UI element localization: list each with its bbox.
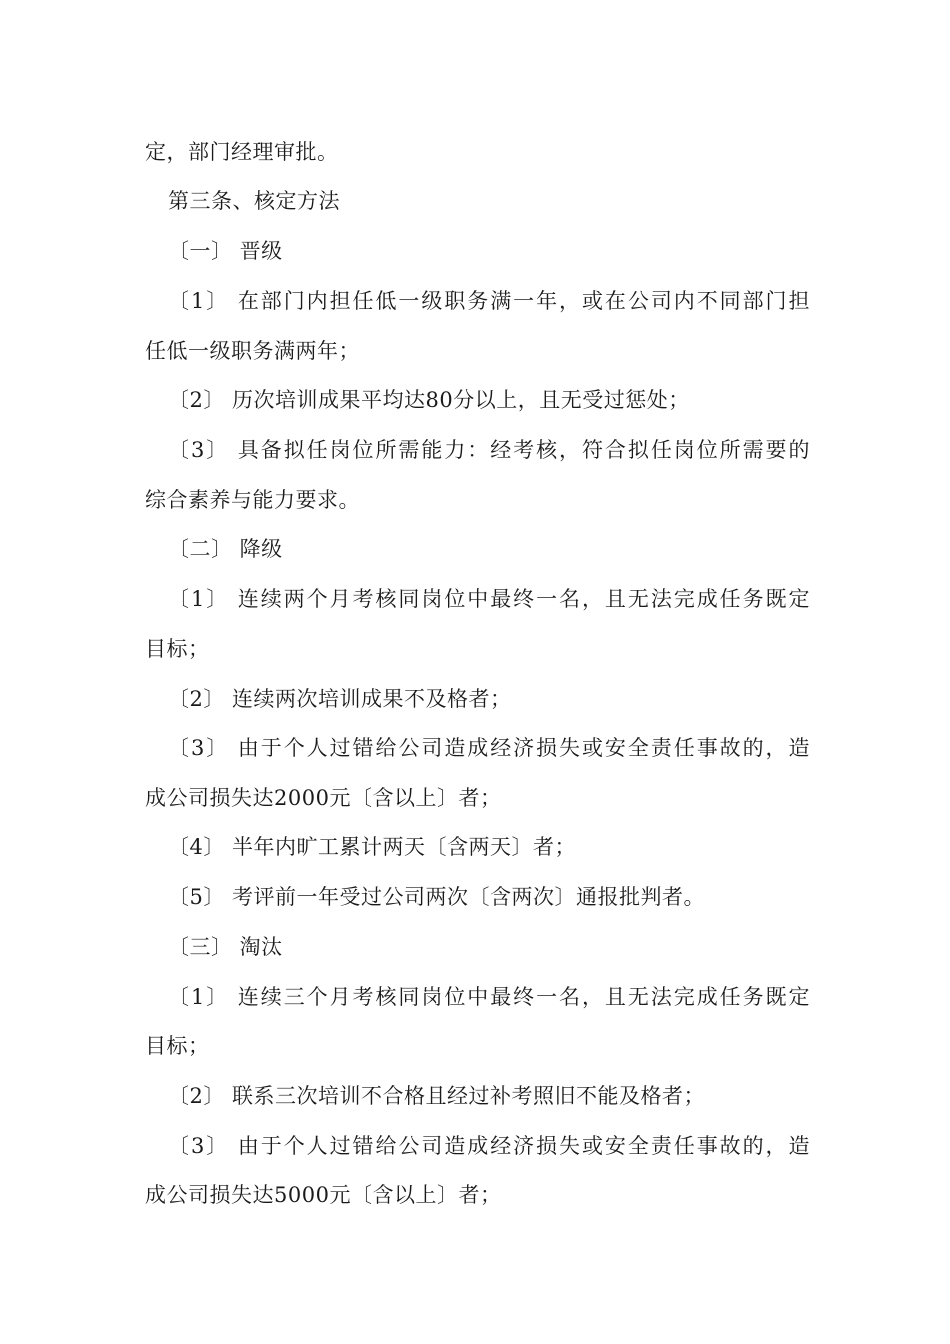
- subsection-heading: 〔一〕 晋级: [168, 239, 283, 263]
- text-line: 成公司损失达2000元〔含以上〕者；: [145, 786, 502, 810]
- list-item: 〔1〕 连续两个月考核同岗位中最终一名，且无法完成任务既定: [168, 587, 810, 611]
- list-item: 〔3〕 具备拟任岗位所需能力：经考核，符合拟任岗位所需要的: [168, 438, 810, 462]
- list-item: 〔2〕 联系三次培训不合格且经过补考照旧不能及格者；: [168, 1084, 706, 1108]
- section-heading: 第三条、核定方法: [168, 189, 340, 213]
- list-item: 〔2〕 连续两次培训成果不及格者；: [168, 687, 512, 711]
- list-item: 〔4〕 半年内旷工累计两天〔含两天〕者；: [168, 835, 577, 859]
- subsection-heading: 〔三〕 淘汰: [168, 935, 283, 959]
- list-item: 〔1〕 连续三个月考核同岗位中最终一名，且无法完成任务既定: [168, 985, 810, 1009]
- list-item: 〔1〕 在部门内担任低一级职务满一年，或在公司内不同部门担: [168, 289, 810, 313]
- subsection-heading: 〔二〕 降级: [168, 537, 283, 561]
- text-line: 综合素养与能力要求。: [145, 488, 360, 512]
- text-line: 目标；: [145, 1034, 210, 1058]
- list-item: 〔3〕 由于个人过错给公司造成经济损失或安全责任事故的，造: [168, 1134, 810, 1158]
- text-line: 成公司损失达5000元〔含以上〕者；: [145, 1183, 502, 1207]
- list-item: 〔3〕 由于个人过错给公司造成经济损失或安全责任事故的，造: [168, 736, 810, 760]
- list-item: 〔2〕 历次培训成果平均达80分以上，且无受过惩处；: [168, 388, 690, 412]
- text-line: 任低一级职务满两年；: [145, 339, 360, 363]
- text-line: 定，部门经理审批。: [145, 140, 339, 164]
- text-line: 目标；: [145, 637, 210, 661]
- list-item: 〔5〕 考评前一年受过公司两次〔含两次〕通报批判者。: [168, 885, 706, 909]
